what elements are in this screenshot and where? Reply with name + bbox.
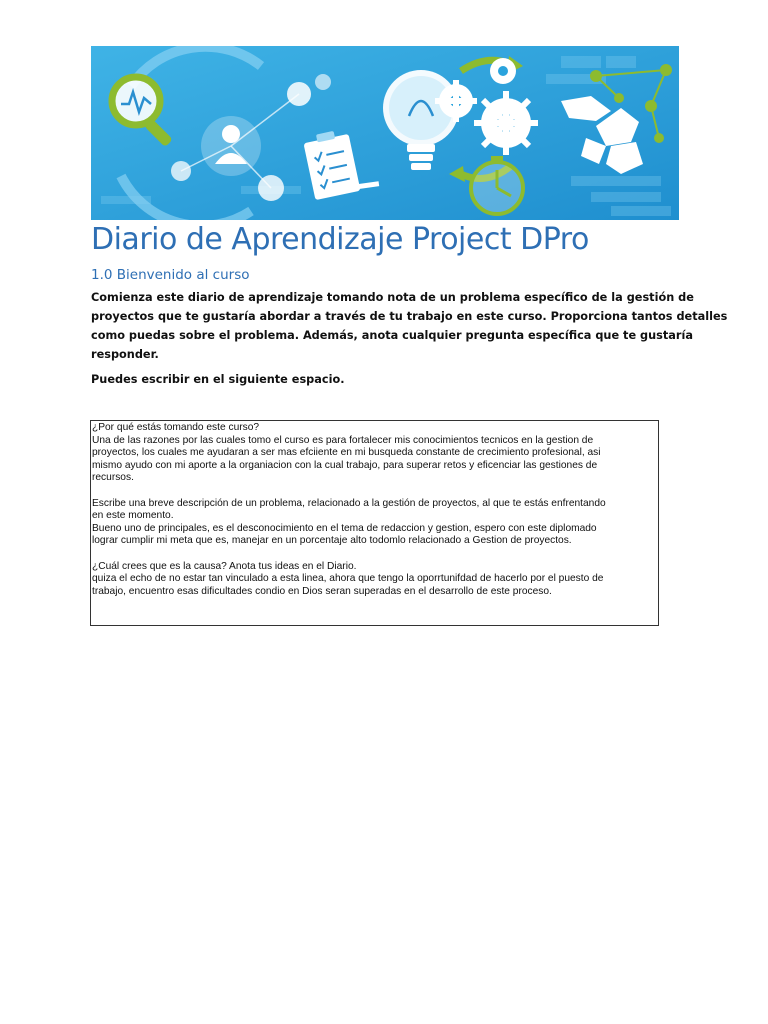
journal-line: lograr cumplir mi meta que es, manejar en un porcentaje alto todomlo relacionado a Gestion de proyectos. <box>92 535 572 547</box>
project-management-banner <box>91 46 679 220</box>
journal-blank-line <box>92 485 658 498</box>
intro-line: responder. <box>91 348 159 361</box>
journal-line: mismo ayudo con mi aporte a la organiacion con la cual trabajo, para superar retos y eficenciar las gestiones de <box>92 459 598 471</box>
intro-line: proyectos que te gustaría abordar a través de tu trabajo en este curso. Proporciona tantos detalles <box>91 310 728 323</box>
write-instruction: Puedes escribir en el siguiente espacio. <box>91 373 345 386</box>
intro-line: Comienza este diario de aprendizaje tomando nota de un problema específico de la gestión de <box>91 291 694 304</box>
journal-line: recursos. <box>92 472 134 484</box>
journal-line: en este momento. <box>92 510 174 522</box>
journal-text-box[interactable] <box>90 420 659 626</box>
journal-blank-line <box>92 548 658 561</box>
journal-line: quiza el echo de no estar tan vinculado a esta linea, ahora que tengo la oporrtunifdad de hacerlo por el puesto de <box>92 573 604 585</box>
intro-line: como puedas sobre el problema. Además, anota cualquier pregunta específica que te gustaría <box>91 329 694 342</box>
journal-line: ¿Por qué estás tomando este curso? <box>92 422 260 433</box>
journal-line: Bueno uno de principales, es el desconocimiento en el tema de redaccion y gestion, espero con este diplomado <box>92 522 597 534</box>
journal-line: Una de las razones por las cuales tomo el curso es para fortalecer mis conocimientos tecnicos en la gestion de <box>92 434 594 446</box>
journal-line: trabajo, encuentro esas dificultades condio en Dios seran superadas en el desarrollo de este proceso. <box>92 585 552 597</box>
journal-line: Escribe una breve descripción de un problema, relacionado a la gestión de proyectos, al que te estás enfrentando <box>92 497 606 509</box>
page-title: Diario de Aprendizaje Project DPro <box>91 222 589 257</box>
journal-line: proyectos, los cuales me ayudaran a ser mas efciiente en mi busqueda constante de crecimiento profesional, asi <box>92 447 601 459</box>
section-subtitle: 1.0 Bienvenido al curso <box>91 267 250 283</box>
journal-line: ¿Cuál crees que es la causa? Anota tus ideas en el Diario. <box>92 560 357 572</box>
intro-paragraph <box>91 288 728 364</box>
